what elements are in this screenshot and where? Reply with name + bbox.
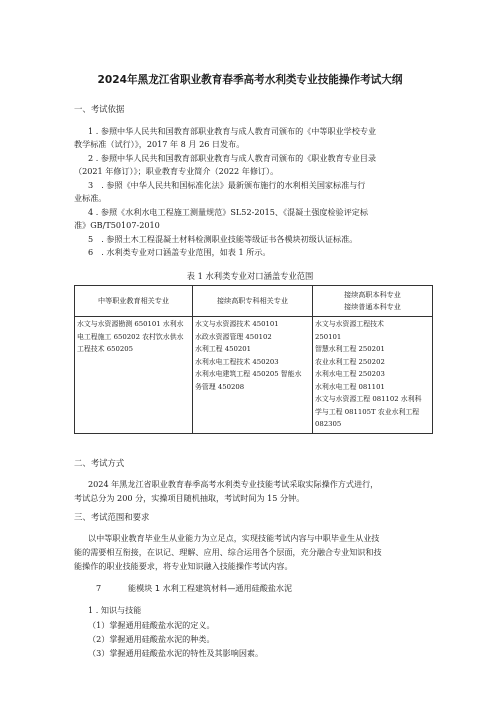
cell-line: 水政水资源管理 450102 (195, 332, 272, 341)
cell-line: 水利水电工程 081101 (315, 382, 385, 391)
cell-line: 学与工程 081105T 农业水利工程 (315, 407, 420, 416)
header-vocational-undergrad: 接续高职本科专业 (344, 290, 401, 299)
exam-method-line: 考试总分为 200 分，实操项目随机抽取，考试时间为 15 分钟。 (74, 493, 305, 503)
scope-line: 能操作的职业技能要求，将专业知识融入技能操作考试内容。 (74, 561, 293, 571)
cell-line: 农业水利工程 250202 (315, 357, 385, 366)
cell-line: 250101 (315, 332, 342, 341)
cell-line: 水文与水资源勘测 650101 水利水 (77, 320, 184, 328)
cell-line: 务管理 450208 (195, 382, 245, 391)
module-number: 7 (96, 583, 102, 593)
cell-line: 水利工程 450201 (195, 345, 252, 353)
exam-method-line: 2024 年黑龙江省职业教育春季高考水利类专业技能考试采取实际操作方式进行， (88, 479, 379, 489)
cell-line: 电工程施工 650202 农村饮水供水 (77, 332, 184, 341)
basis-line: 1 . 参照中华人民共和国教育部职业教育与成人教育司颁布的《中等职业学校专业 (88, 126, 377, 136)
cell-line: 工程技术 650205 (77, 345, 134, 353)
basis-line: 3 . 参照《中华人民共和国标准化法》最新颁布施行的水利相关国家标准与行 (88, 180, 366, 190)
basis-line: 4 . 参照《水利水电工程施工测量规范》SL52-2015、《混凝土强度检验评定标 (88, 207, 368, 217)
cell-line: 水利水电工程 250203 (315, 370, 385, 378)
scope-line: 能的需要相互衔接，在识记、理解、应用、综合运用各个层面，充分融合专业知识和技 (74, 547, 382, 557)
cell-line: 水利水电工程技术 450203 (195, 357, 279, 366)
cell-line: 水文与水资源工程技术 (315, 320, 384, 328)
requirement-item: （1）掌握通用硅酸盐水泥的定义。 (88, 620, 215, 630)
table-header-row (75, 286, 433, 317)
basis-line: 6 . 水利类专业对口涵盖专业范围，如表 1 所示。 (88, 247, 271, 257)
cell-line: 智慧水利工程 250201 (315, 345, 385, 353)
section-3-heading: 三、考试范围和要求 (74, 512, 150, 522)
header-undergraduate (313, 286, 433, 317)
cell-line: 水文与水资源工程 081102 水利科 (315, 395, 422, 403)
table-cell (75, 317, 193, 434)
table-cell (193, 317, 313, 434)
major-table (74, 285, 433, 434)
requirement-item: （3）掌握通用硅酸盐水泥的特性及其影响因素。 (88, 648, 264, 658)
basis-line: 准》GB/T50107-2010 (74, 220, 160, 230)
subsection-heading: 1 . 知识与技能 (88, 605, 142, 615)
section-1-heading: 一、考试依据 (74, 104, 125, 114)
basis-line: 2 . 参照中华人民共和国教育部职业教育与成人教育司颁布的《职业教育专业目录 (88, 153, 377, 163)
header-secondary-vocational: 中等职业教育相关专业 (75, 286, 193, 317)
page-title: 2024年黑龙江省职业教育春季高考水利类专业技能操作考试大纲 (97, 74, 403, 86)
header-general-undergrad: 接续普通本科专业 (344, 302, 401, 311)
basis-line: 教学标准（试行）》，2017 年 8 月 26 日发布。 (74, 139, 245, 149)
cell-line: 水文与水资源技术 450101 (195, 320, 279, 328)
section-2-heading: 二、考试方式 (74, 458, 125, 468)
basis-line: 业标准。 (74, 193, 107, 203)
cell-line: 082305 (315, 420, 342, 428)
module-title: 能模块 1 水利工程建筑材料—通用硅酸盐水泥 (128, 583, 293, 593)
basis-line: （2021 年修订）》；职业教育专业简介（2022 年修订）。 (74, 166, 279, 176)
cell-line: 水利水电建筑工程 450205 智能水 (195, 370, 302, 378)
table-caption: 表 1 水利类专业对口涵盖专业范围 (186, 271, 314, 281)
table-row (75, 317, 433, 434)
header-higher-vocational: 接续高职专科相关专业 (193, 286, 313, 317)
requirement-item: （2）掌握通用硅酸盐水泥的种类。 (88, 634, 215, 644)
table-cell (313, 317, 433, 434)
basis-line: 5 . 参照土木工程混凝土材料检测职业技能等级证书各模块初级认证标准。 (88, 234, 358, 244)
scope-line: 以中等职业教育毕业生从业能力为立足点，实现技能考试内容与中职毕业生从业技 (88, 533, 380, 543)
